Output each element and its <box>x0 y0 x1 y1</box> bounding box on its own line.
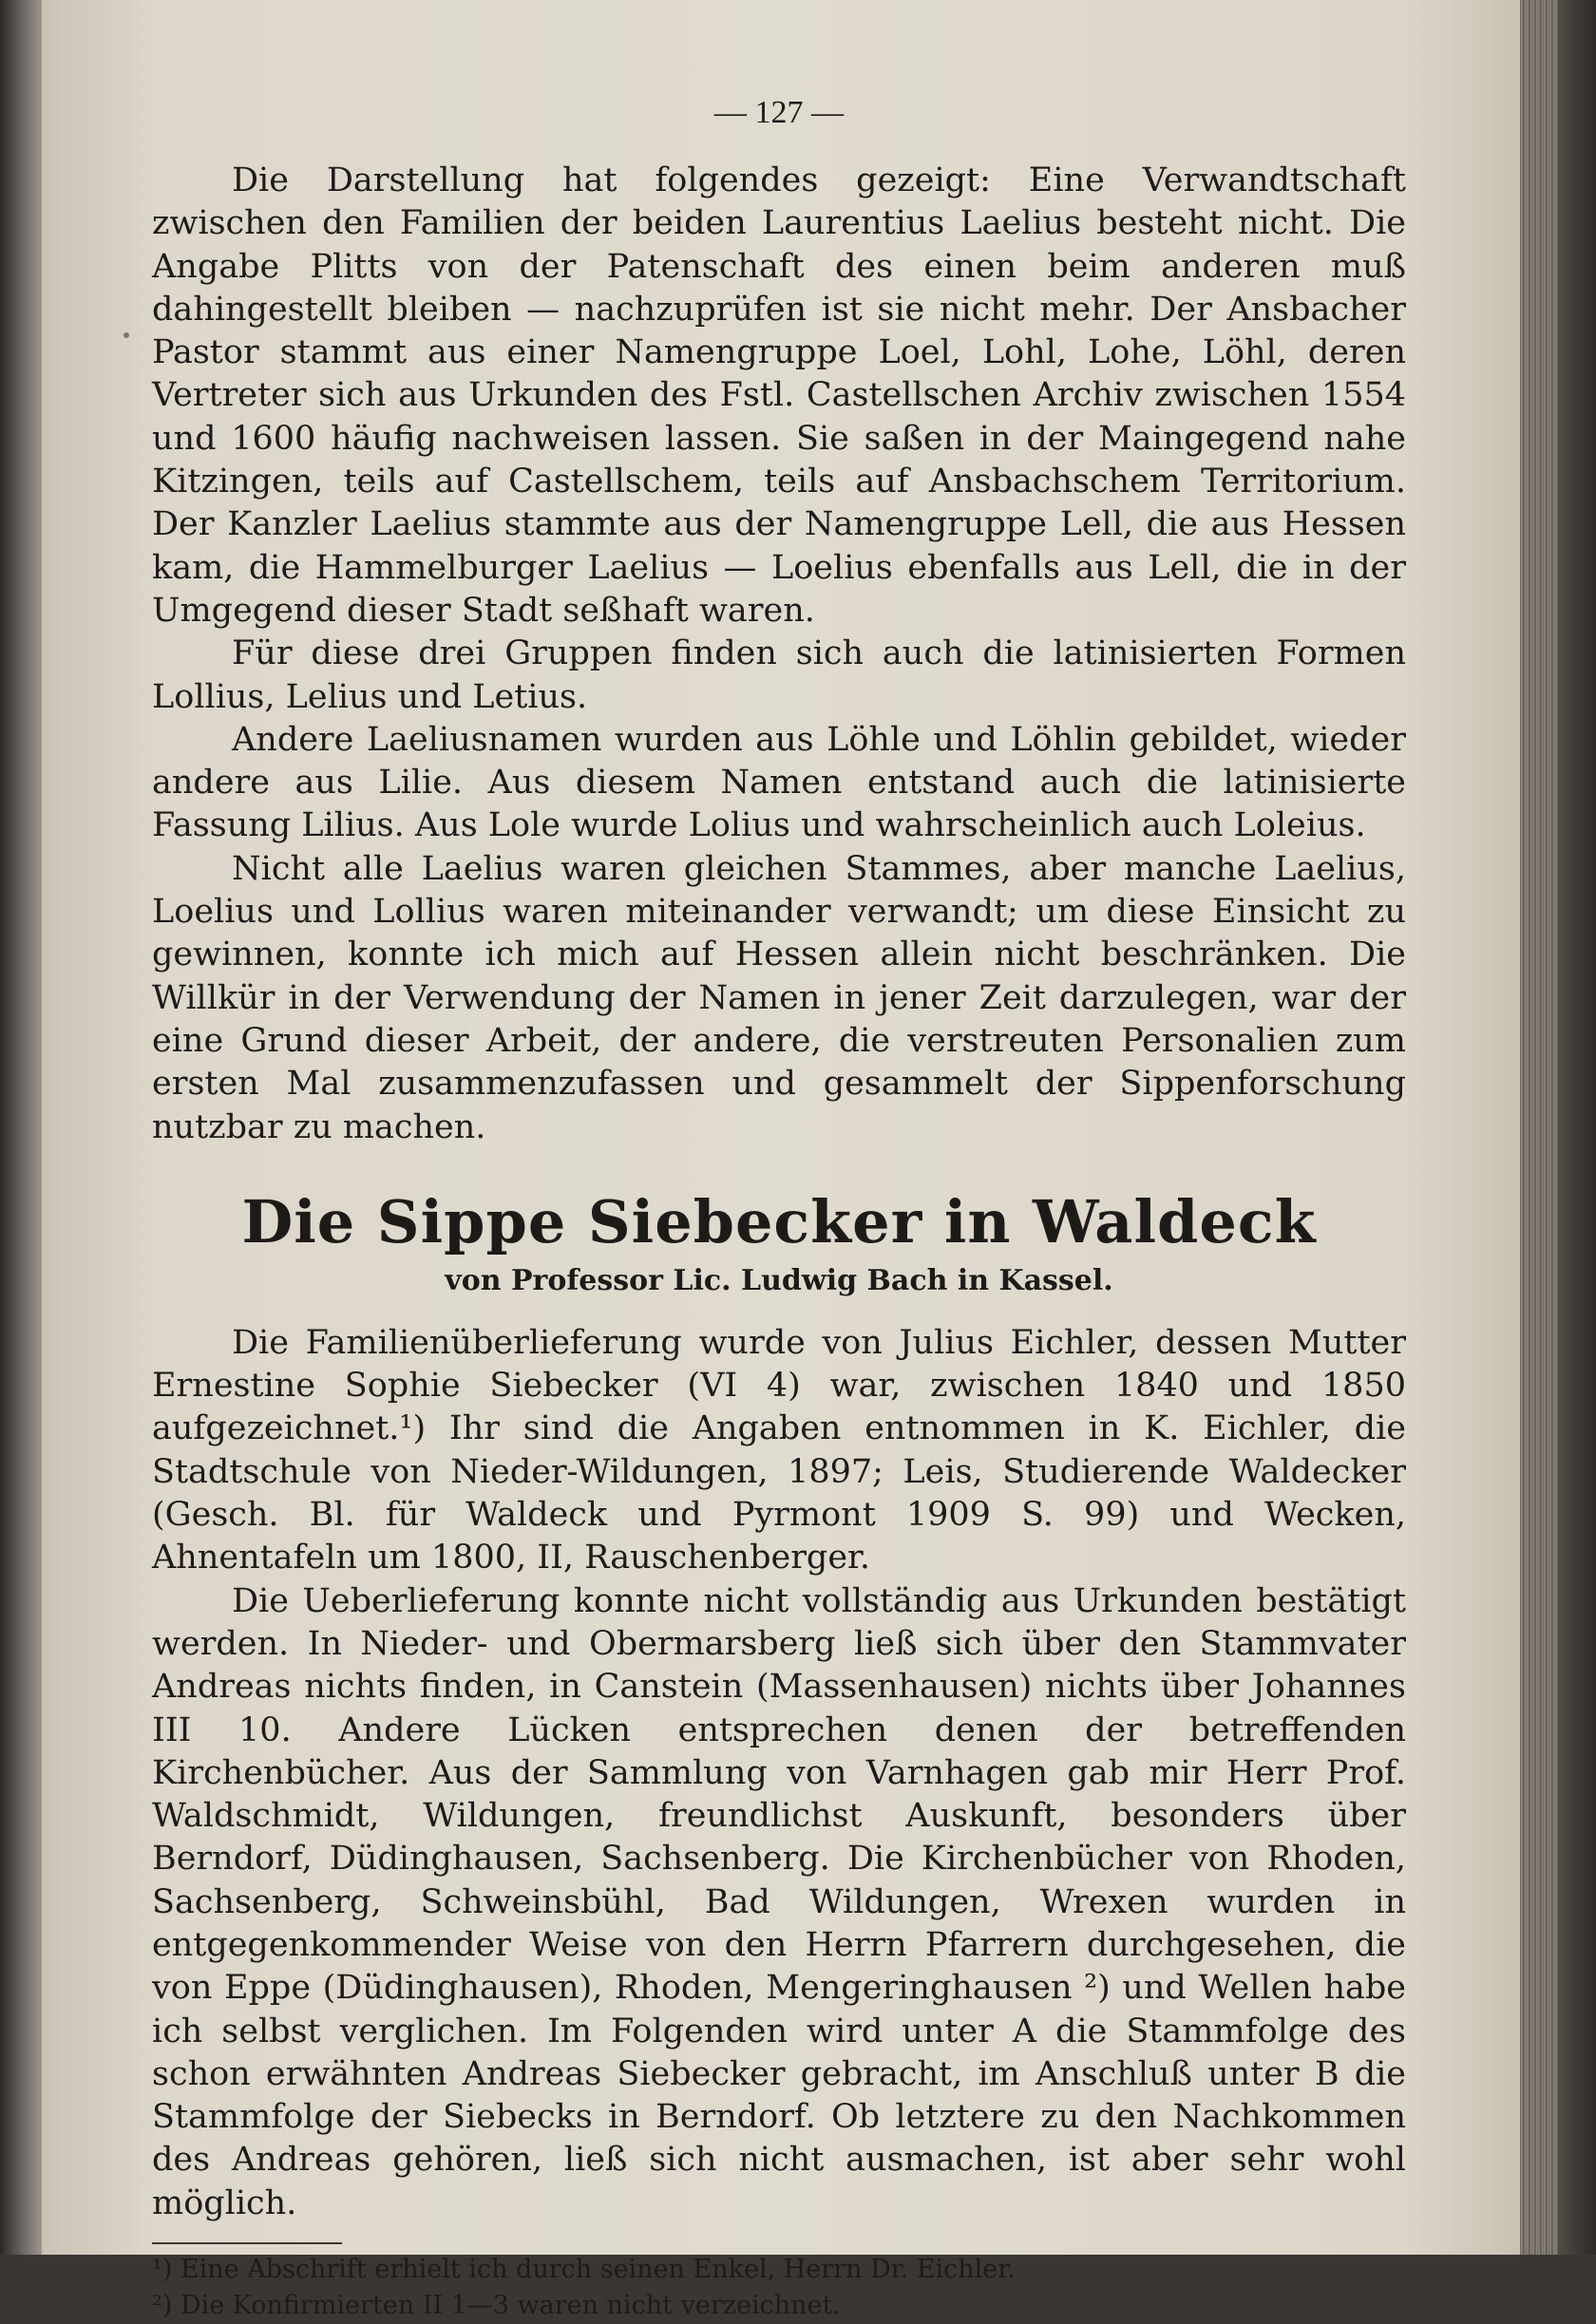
section-siebecker <box>152 1187 1406 2225</box>
author-byline: von Professor Lic. Ludwig Bach in Kassel. <box>445 1263 1113 1297</box>
section-laelius <box>152 160 1406 1149</box>
book-edge-shadow <box>1558 0 1596 2255</box>
paragraph: Die Darstellung hat folgendes gezeigt: Eine Verwandtschaft zwischen den Familien der beiden Laurentius Laelius besteht nicht. Die Angabe Plitts von der Patenschaft des einen beim anderen muß dahingestellt bleiben — nachzuprüfen ist sie nicht mehr. Der Ansbacher Pastor stammt aus einer Namengruppe Loel, Lohl, Lohe, Löhl, deren Vertreter sich aus Urkunden des Fstl. Castellschen Archiv zwischen 1554 und 1600 häufig nachweisen lassen. Sie saßen in der Maingegend nahe Kitzingen, teils auf Castellschem, teils auf Ansbachschem Territorium. Der Kanzler Laelius stammte aus der Namengruppe Lell, die aus Hessen kam, die Hammelburger Laelius — Loelius ebenfalls aus Lell, die in der Umgegend dieser Stadt seßhaft waren. <box>152 161 1406 630</box>
page-number: — 127 — <box>714 95 844 130</box>
paragraph: Andere Laeliusnamen wurden aus Löhle und Löhlin gebildet, wieder andere aus Lilie. Aus diesem Namen entstand auch die latinisierte Fassung Lilius. Aus Lole wurde Lolius und wahrscheinlich auch Loleius. <box>152 720 1406 845</box>
footnotes <box>152 2252 1406 2324</box>
paragraph: Für diese drei Gruppen finden sich auch die latinisierten Formen Lollius, Lelius und Letius. <box>152 634 1406 716</box>
section-heading: Die Sippe Siebecker in Waldeck <box>241 1186 1317 1256</box>
paragraph: Die Familienüberlieferung wurde von Julius Eichler, dessen Mutter Ernestine Sophie Siebecker (VI 4) war, zwischen 1840 und 1850 aufgezeichnet.¹) Ihr sind die Angaben entnommen in K. Eichler, die Stadtschule von Nieder-Wildungen, 1897; Leis, Studierende Waldecker (Gesch. Bl. für Waldeck und Pyrmont 1909 S. 99) und Wecken, Ahnentafeln um 1800, II, Rauschenberger. <box>152 1323 1406 1578</box>
footnote: ¹) Eine Abschrift erhielt ich durch seinen Enkel, Herrn Dr. Eichler. <box>152 2255 1016 2285</box>
paragraph: Nicht alle Laelius waren gleichen Stammes, aber manche Laelius, Loelius und Lollius waren miteinander verwandt; um diese Einsicht zu gewinnen, konnte ich mich auf Hessen allein nicht beschränken. Die Willkür in der Verwendung der Namen in jener Zeit darzulegen, war der eine Grund dieser Arbeit, der andere, die verstreuten Personalien zum ersten Mal zusammenzufassen und gesammelt der Sippenforschung nutzbar zu machen. <box>152 849 1406 1146</box>
paragraph: Die Ueberlieferung konnte nicht vollständig aus Urkunden bestätigt werden. In Nieder- und Obermarsberg ließ sich über den Stammvater Andreas nichts finden, in Canstein (Massenhausen) nichts über Johannes III 10. Andere Lücken entsprechen denen der betreffenden Kirchenbücher. Aus der Sammlung von Varnhagen gab mir Herr Prof. Waldschmidt, Wildungen, freundlichst Auskunft, besonders über Berndorf, Düdinghausen, Sachsenberg. Die Kirchenbücher von Rhoden, Sachsenberg, Schweinsbühl, Bad Wildungen, Wrexen wurden in entgegenkommender Weise von den Herrn Pfarrern durchgesehen, die von Eppe (Düdinghausen), Rhoden, Mengeringhausen ²) und Wellen habe ich selbst verglichen. Im Folgenden wird unter A die Stammfolge des schon erwähnten Andreas Siebecker gebracht, im Anschluß unter B die Stammfolge der Siebecks in Berndorf. Ob letztere zu den Nachkommen des Andreas gehören, ließ sich nicht ausmachen, ist aber sehr wohl möglich. <box>152 1581 1406 2222</box>
margin-dot <box>124 332 129 338</box>
footnote-divider <box>152 2242 342 2244</box>
book-gutter-shadow <box>0 0 42 2255</box>
footnote: ²) Die Konfirmierten II 1—3 waren nicht verzeichnet. <box>152 2291 841 2321</box>
page-content <box>152 95 1406 2324</box>
